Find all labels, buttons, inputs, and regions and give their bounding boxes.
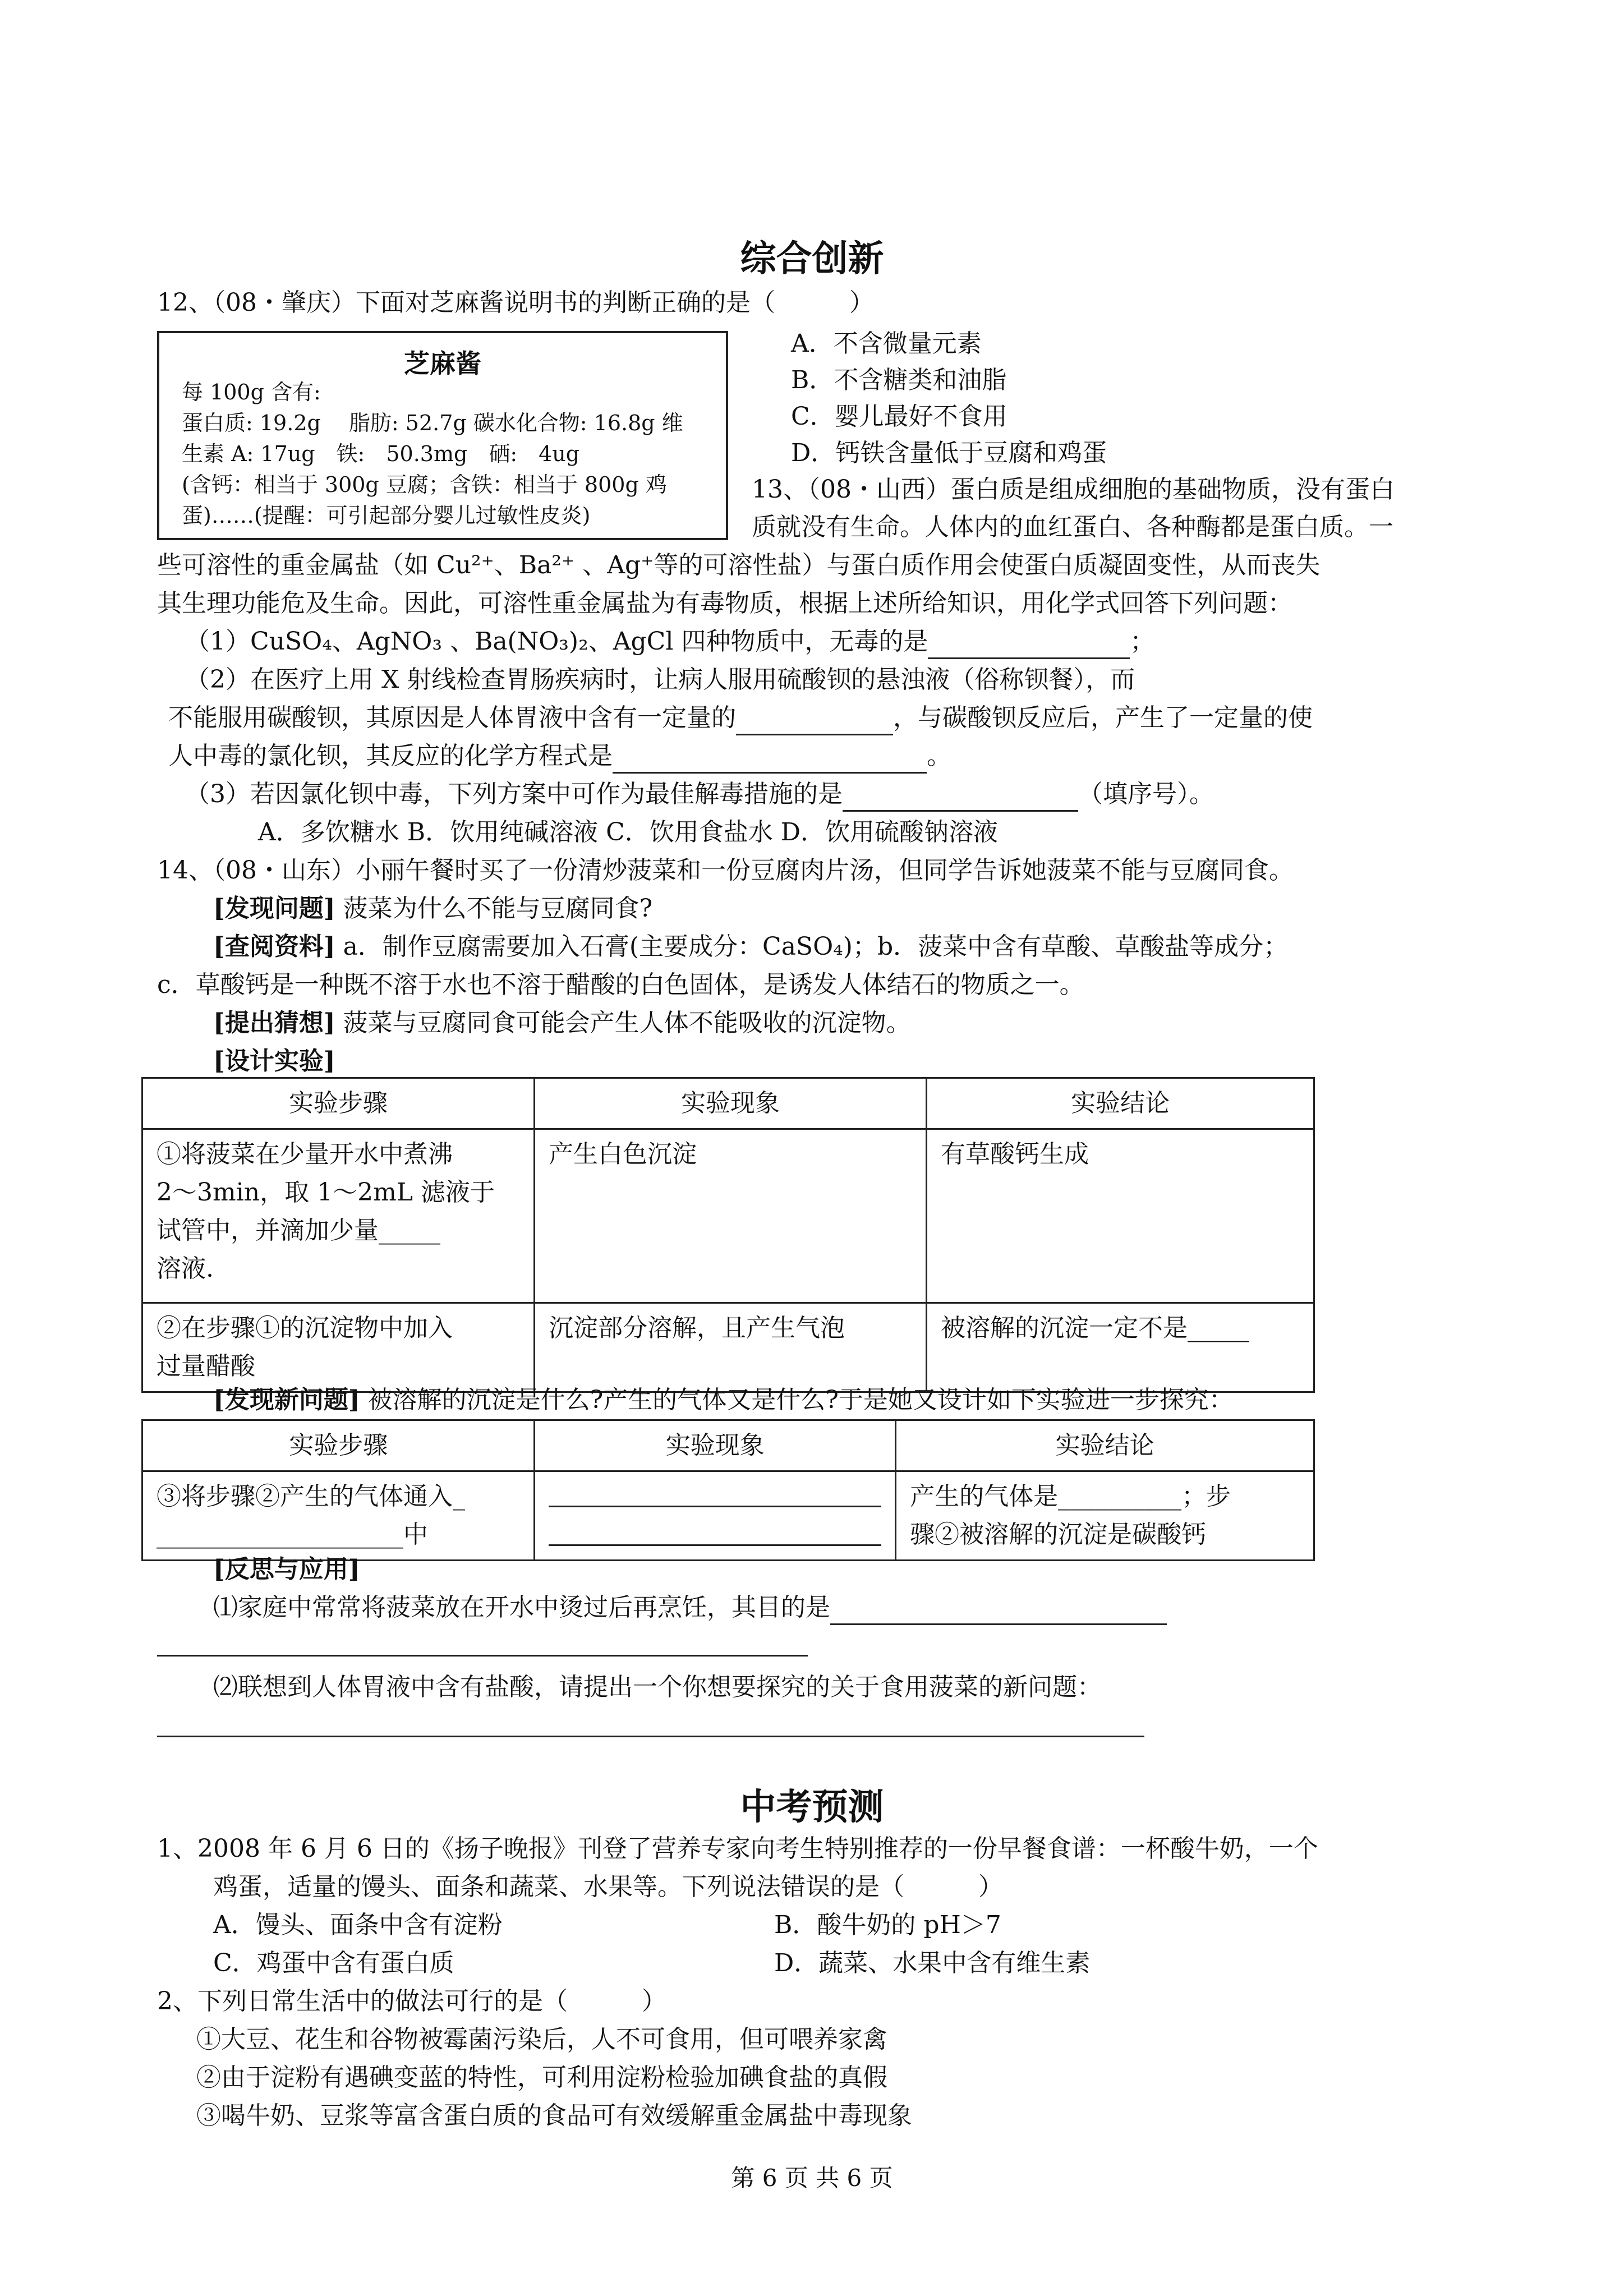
table-header-cell: 实验现象 bbox=[535, 1420, 896, 1471]
q14-reflect-2: ⑵联想到人体胃液中含有盐酸，请提出一个你想要探究的关于食用菠菜的新问题： bbox=[213, 1673, 1102, 1701]
q14-ref bbox=[213, 931, 1288, 963]
section-title-comprehensive: 综合创新 bbox=[740, 238, 884, 280]
table-row bbox=[142, 1471, 1314, 1561]
q14-reflect-1 bbox=[213, 1592, 1167, 1625]
q13-part1 bbox=[185, 626, 1154, 659]
sesame-label-line: 生素 A: 17ug 铁: 50.3mg 硒: 4ug bbox=[182, 441, 580, 466]
table-row bbox=[142, 1303, 1314, 1392]
q12-option-c: C．婴儿最好不食用 bbox=[791, 402, 1007, 431]
q13-part2c bbox=[168, 740, 951, 774]
p2-stem: 2、下列日常生活中的做法可行的是（ ） bbox=[157, 1987, 666, 2016]
table-header-cell: 实验步骤 bbox=[142, 1420, 535, 1471]
q14-design-label bbox=[213, 1046, 335, 1077]
q14-newq-text: 被溶解的沉淀是什么?产生的气体又是什么?于是她又设计如下实验进一步探究： bbox=[367, 1386, 1234, 1414]
step-line: ____________________中 bbox=[157, 1520, 428, 1549]
sesame-label-line: 蛋白质: 19.2g 脂肪: 52.7g 碳水化合物: 16.8g 维 bbox=[182, 411, 683, 435]
q14-guess-label: [提出猜想] bbox=[213, 1009, 335, 1037]
sesame-label-line: 蛋)……(提醒：可引起部分婴儿过敏性皮炎) bbox=[182, 503, 591, 528]
q12-option-a: A．不含微量元素 bbox=[791, 329, 982, 358]
q13-part1-blank[interactable] bbox=[928, 626, 1130, 659]
table-cell-phenomenon-blank[interactable] bbox=[535, 1471, 896, 1561]
p1-line: 鸡蛋，适量的馒头、面条和蔬菜、水果等。下列说法错误的是（ ） bbox=[213, 1872, 1003, 1901]
table-cell-conclusion: 被溶解的沉淀一定不是_____ bbox=[927, 1303, 1314, 1392]
q14-find-text: 菠菜为什么不能与豆腐同食? bbox=[343, 894, 653, 923]
table-cell-step bbox=[142, 1129, 535, 1303]
q14-reflect-label-text: [反思与应用] bbox=[213, 1555, 360, 1584]
q14-reflect-1-blank[interactable] bbox=[830, 1592, 1167, 1625]
q12-stem: 12、（08・肇庆）下面对芝麻酱说明书的判断正确的是（ ） bbox=[157, 288, 874, 317]
experiment-table-2 bbox=[141, 1419, 1315, 1561]
p2-item: ①大豆、花生和谷物被霉菌污染后，人不可食用，但可喂养家禽 bbox=[196, 2025, 887, 2054]
table-cell-phenomenon: 沉淀部分溶解，且产生气泡 bbox=[535, 1303, 927, 1392]
q13-part3-blank[interactable] bbox=[843, 779, 1078, 812]
p1-option-a: A．馒头、面条中含有淀粉 bbox=[213, 1911, 503, 1939]
q13-line: 些可溶性的重金属盐（如 Cu²⁺、Ba²⁺ 、Ag⁺等的可溶性盐）与蛋白质作用会使蛋白质凝固变性，从而丧失 bbox=[157, 551, 1321, 579]
q13-part3-text: （3）若因氯化钡中毒，下列方案中可作为最佳解毒措施的是 bbox=[185, 780, 843, 808]
table-row bbox=[142, 1129, 1314, 1303]
p1-option-b: B．酸牛奶的 pH＞7 bbox=[774, 1911, 1001, 1939]
q14-ref-text: a．制作豆腐需要加入石膏(主要成分：CaSO₄)；b．菠菜中含有草酸、草酸盐等成分； bbox=[343, 932, 1289, 961]
q14-find bbox=[213, 893, 652, 924]
q14-newq bbox=[213, 1384, 1234, 1416]
q14-find-label: [发现问题] bbox=[213, 894, 335, 923]
q13-part2c-blank[interactable] bbox=[613, 740, 927, 774]
p1-line: 1、2008 年 6 月 6 日的《扬子晚报》刊登了营养专家向考生特别推荐的一份早餐食谱：一杯酸牛奶，一个 bbox=[157, 1834, 1318, 1863]
q14-reflect-1-text: ⑴家庭中常常将菠菜放在开水中烫过后再烹饪，其目的是 bbox=[213, 1593, 830, 1622]
sesame-label-box bbox=[157, 331, 728, 540]
step-line: ②在步骤①的沉淀物中加入 bbox=[157, 1314, 453, 1342]
step-line: ①将菠菜在少量开水中煮沸 bbox=[157, 1140, 453, 1168]
table-header-cell: 实验现象 bbox=[535, 1078, 927, 1129]
table-cell-phenomenon: 产生白色沉淀 bbox=[535, 1129, 927, 1303]
table-cell-conclusion bbox=[896, 1471, 1314, 1561]
conclusion-line: 骤②被溶解的沉淀是碳酸钙 bbox=[910, 1520, 1207, 1549]
q14-ref-2: c．草酸钙是一种既不溶于水也不溶于醋酸的白色固体，是诱发人体结石的物质之一。 bbox=[157, 970, 1084, 999]
table-cell-step bbox=[142, 1303, 535, 1392]
step-line: ③将步骤②产生的气体通入_ bbox=[157, 1482, 465, 1511]
table-header-row bbox=[142, 1078, 1314, 1129]
p2-item: ②由于淀粉有遇碘变蓝的特性，可利用淀粉检验加碘食盐的真假 bbox=[196, 2063, 887, 2092]
p1-option-d: D．蔬菜、水果中含有维生素 bbox=[774, 1949, 1091, 1977]
table-header-cell: 实验结论 bbox=[896, 1420, 1314, 1471]
q12-option-b: B．不含糖类和油脂 bbox=[791, 366, 1007, 394]
q12-option-d: D．钙铁含量低于豆腐和鸡蛋 bbox=[791, 439, 1107, 467]
answer-line[interactable] bbox=[157, 1655, 808, 1657]
q13-part3-end: （填序号）。 bbox=[1078, 780, 1214, 808]
section-title-forecast: 中考预测 bbox=[740, 1787, 884, 1828]
q13-line: 质就没有生命。人体内的血红蛋白、各种酶都是蛋白质。一 bbox=[752, 513, 1393, 541]
q13-part3 bbox=[185, 779, 1214, 812]
q14-stem: 14、（08・山东）小丽午餐时买了一份清炒菠菜和一份豆腐肉片汤，但同学告诉她菠菜不能与豆腐同食。 bbox=[157, 856, 1294, 885]
step-line: 2～3min，取 1～2mL 滤液于 bbox=[157, 1178, 495, 1207]
q13-part2c-end: 。 bbox=[927, 742, 951, 770]
answer-line[interactable] bbox=[157, 1736, 1144, 1737]
table-header-cell: 实验结论 bbox=[927, 1078, 1314, 1129]
q13-part1-text: （1）CuSO₄、AgNO₃ 、Ba(NO₃)₂、AgCl 四种物质中，无毒的是 bbox=[185, 627, 928, 656]
sesame-label-line: (含钙：相当于 300g 豆腐；含铁：相当于 800g 鸡 bbox=[182, 472, 667, 497]
q13-part3-options: A．多饮糖水 B．饮用纯碱溶液 C．饮用食盐水 D．饮用硫酸钠溶液 bbox=[258, 818, 999, 846]
p2-item: ③喝牛奶、豆浆等富含蛋白质的食品可有效缓解重金属盐中毒现象 bbox=[196, 2101, 912, 2130]
table-cell-conclusion: 有草酸钙生成 bbox=[927, 1129, 1314, 1303]
q14-newq-label: [发现新问题] bbox=[213, 1386, 360, 1414]
conclusion-line: 产生的气体是__________；步 bbox=[910, 1482, 1231, 1511]
q13-part2b-end: ，与碳酸钡反应后，产生了一定量的使 bbox=[893, 703, 1313, 732]
step-line: 溶液. bbox=[157, 1254, 214, 1283]
q13-part2: （2）在医疗上用 X 射线检查胃肠疾病时，让病人服用硫酸钡的悬浊液（俗称钡餐），而 bbox=[185, 665, 1135, 694]
q13-part2b-blank[interactable] bbox=[736, 702, 893, 735]
experiment-table-1 bbox=[141, 1077, 1315, 1393]
q13-part2b-text: 不能服用碳酸钡，其原因是人体胃液中含有一定量的 bbox=[168, 703, 736, 732]
step-line: 试管中，并滴加少量_____ bbox=[157, 1216, 440, 1245]
q14-guess bbox=[213, 1007, 911, 1039]
q13-part2b bbox=[168, 702, 1313, 735]
q14-reflect-label bbox=[213, 1554, 360, 1585]
q14-design-label-text: [设计实验] bbox=[213, 1047, 335, 1075]
q13-line: 13、（08・山西）蛋白质是组成细胞的基础物质，没有蛋白 bbox=[752, 475, 1395, 504]
q13-part1-end: ； bbox=[1130, 627, 1155, 656]
page-footer: 第 6 页 共 6 页 bbox=[731, 2164, 893, 2192]
q14-guess-text: 菠菜与豆腐同食可能会产生人体不能吸收的沉淀物。 bbox=[343, 1009, 911, 1037]
table-header-row bbox=[142, 1420, 1314, 1471]
sesame-label-line: 每 100g 含有: bbox=[182, 380, 321, 404]
q13-part2c-text: 人中毒的氯化钡，其反应的化学方程式是 bbox=[168, 742, 613, 770]
sesame-label-title: 芝麻酱 bbox=[404, 348, 481, 379]
p1-option-c: C．鸡蛋中含有蛋白质 bbox=[213, 1949, 454, 1977]
q14-ref-label: [查阅资料] bbox=[213, 932, 335, 961]
step-line: 过量醋酸 bbox=[157, 1352, 255, 1381]
table-header-cell: 实验步骤 bbox=[142, 1078, 535, 1129]
table-cell-step bbox=[142, 1471, 535, 1561]
q13-line: 其生理功能危及生命。因此，可溶性重金属盐为有毒物质，根据上述所给知识，用化学式回答下列问题： bbox=[157, 589, 1292, 618]
